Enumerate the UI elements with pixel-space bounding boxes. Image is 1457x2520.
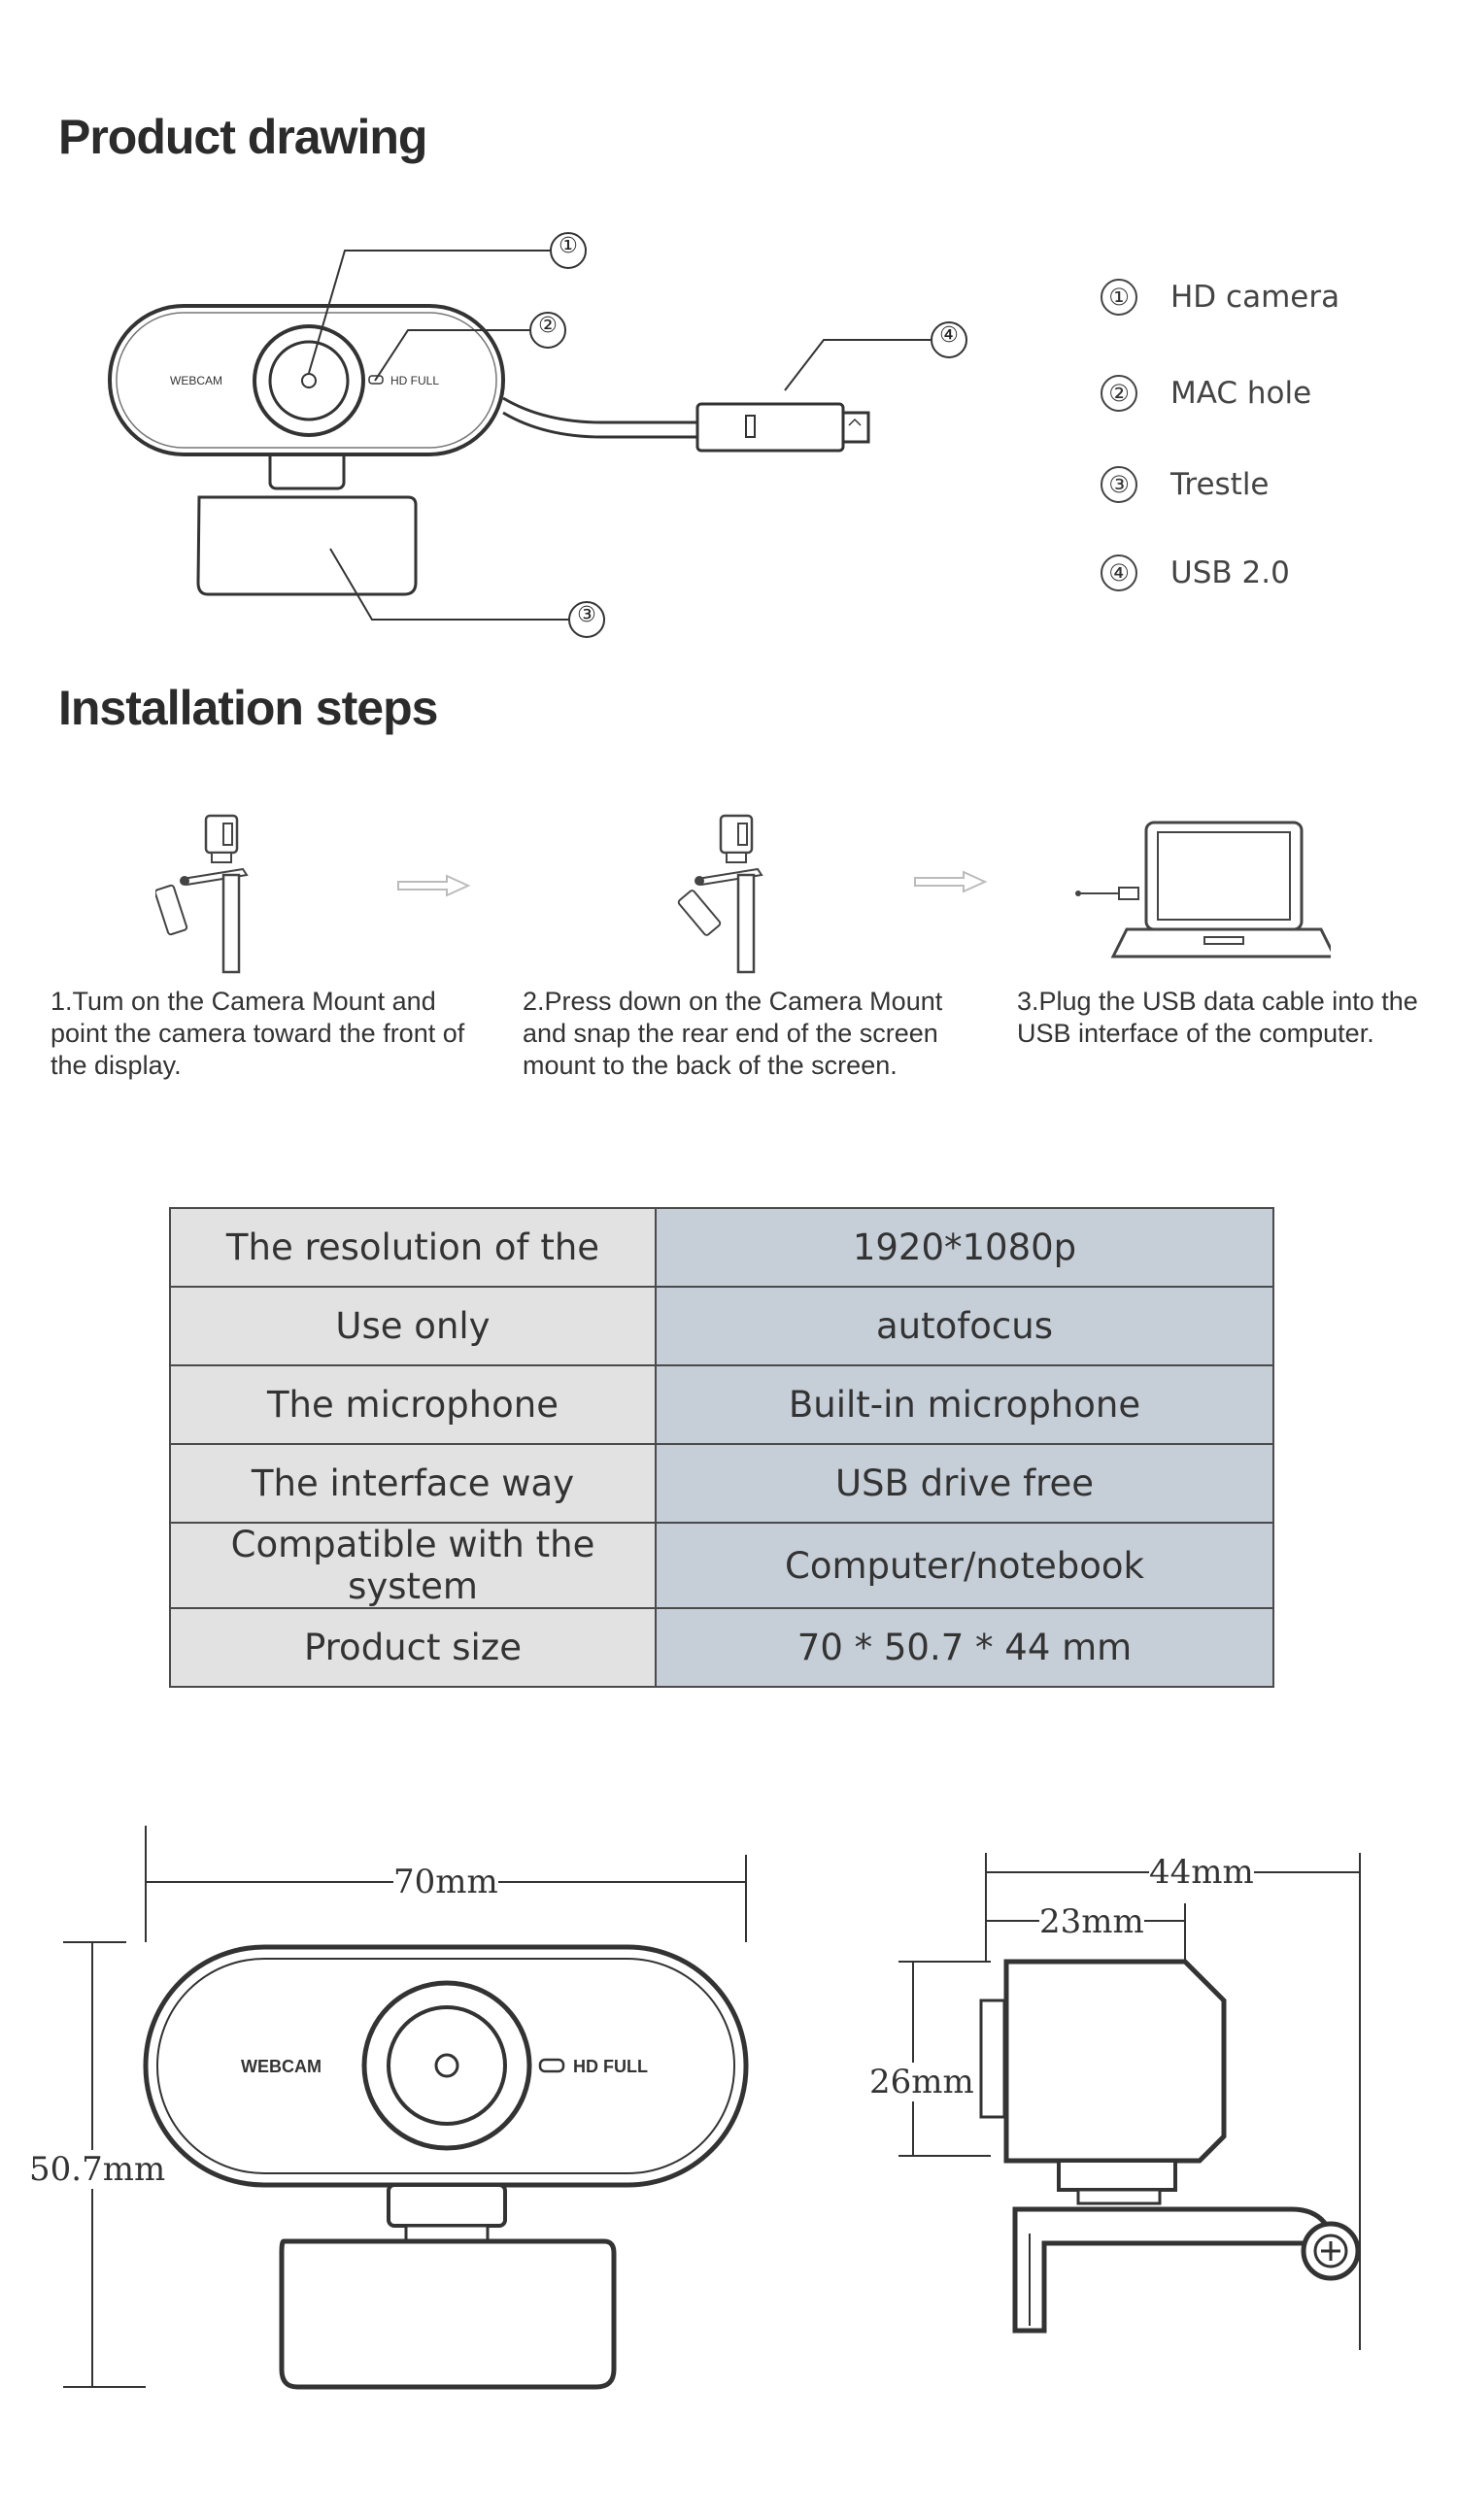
front-webcam-label: WEBCAM bbox=[241, 2057, 322, 2076]
trestle-base bbox=[198, 497, 416, 594]
legend-item-hd-camera bbox=[1101, 279, 1339, 316]
webcam-product-drawing bbox=[0, 214, 1068, 660]
table-row bbox=[170, 1287, 1273, 1365]
legend-num: ③ bbox=[1101, 466, 1137, 503]
step-2-text: 2.Press down on the Camera Mount and snap the rear end of the screen mount to the back of the screen. bbox=[523, 987, 943, 1080]
callout-4-num: ④ bbox=[939, 323, 959, 348]
depth-body-dimension-label: 23mm bbox=[1039, 1902, 1144, 1941]
drawing-webcam-label: WEBCAM bbox=[170, 374, 222, 387]
legend-label: Trestle bbox=[1170, 467, 1270, 502]
legend-item-trestle bbox=[1101, 466, 1270, 503]
depth-total-dimension-label: 44mm bbox=[1149, 1853, 1254, 1892]
body-height-dimension-label: 26mm bbox=[869, 2063, 974, 2101]
arrow-icon bbox=[396, 872, 474, 899]
table-row bbox=[170, 1523, 1273, 1608]
legend-num: ① bbox=[1101, 279, 1137, 316]
legend-item-mac-hole bbox=[1101, 375, 1311, 412]
step-1-text: 1.Tum on the Camera Mount and point the camera toward the front of the display. bbox=[51, 987, 465, 1080]
spec-key: The microphone bbox=[170, 1365, 656, 1444]
legend-num: ② bbox=[1101, 375, 1137, 412]
spec-key: Product size bbox=[170, 1608, 656, 1687]
usb-plug bbox=[697, 404, 843, 451]
callout-1-num: ① bbox=[559, 234, 578, 258]
laptop-icon bbox=[1068, 821, 1331, 966]
spec-key: Use only bbox=[170, 1287, 656, 1365]
spec-key: Compatible with the system bbox=[170, 1523, 656, 1608]
legend-label: MAC hole bbox=[1170, 376, 1312, 411]
front-view-dimension-drawing bbox=[0, 1826, 796, 2408]
callout-2-num: ② bbox=[538, 314, 558, 338]
height-dimension-label: 50.7mm bbox=[29, 2150, 166, 2189]
callout-3-num: ③ bbox=[577, 603, 596, 627]
installation-title: Installation steps bbox=[58, 681, 438, 735]
spec-value: USB drive free bbox=[656, 1444, 1273, 1523]
spec-value: Computer/notebook bbox=[656, 1523, 1273, 1608]
spec-value: Built-in microphone bbox=[656, 1365, 1273, 1444]
table-row bbox=[170, 1608, 1273, 1687]
legend-num: ④ bbox=[1101, 554, 1137, 591]
legend-item-usb bbox=[1101, 554, 1290, 591]
product-drawing-title: Product drawing bbox=[58, 110, 427, 164]
spec-value: 1920*1080p bbox=[656, 1208, 1273, 1287]
table-row bbox=[170, 1365, 1273, 1444]
table-row bbox=[170, 1444, 1273, 1523]
width-dimension-label: 70mm bbox=[393, 1863, 498, 1901]
spec-table bbox=[169, 1207, 1274, 1688]
legend-label: HD camera bbox=[1170, 280, 1340, 315]
arrow-icon bbox=[913, 868, 991, 895]
legend-label: USB 2.0 bbox=[1170, 555, 1290, 590]
spec-key: The interface way bbox=[170, 1444, 656, 1523]
step-2-illustration bbox=[670, 811, 777, 976]
step-3-text: 3.Plug the USB data cable into the USB interface of the computer. bbox=[1017, 987, 1418, 1048]
spec-value: 70 * 50.7 * 44 mm bbox=[656, 1608, 1273, 1687]
table-row bbox=[170, 1208, 1273, 1287]
drawing-hd-label: HD FULL bbox=[390, 374, 440, 387]
front-hd-label: HD FULL bbox=[573, 2057, 648, 2076]
step-1-illustration bbox=[155, 811, 262, 976]
spec-value: autofocus bbox=[656, 1287, 1273, 1365]
spec-key: The resolution of the bbox=[170, 1208, 656, 1287]
